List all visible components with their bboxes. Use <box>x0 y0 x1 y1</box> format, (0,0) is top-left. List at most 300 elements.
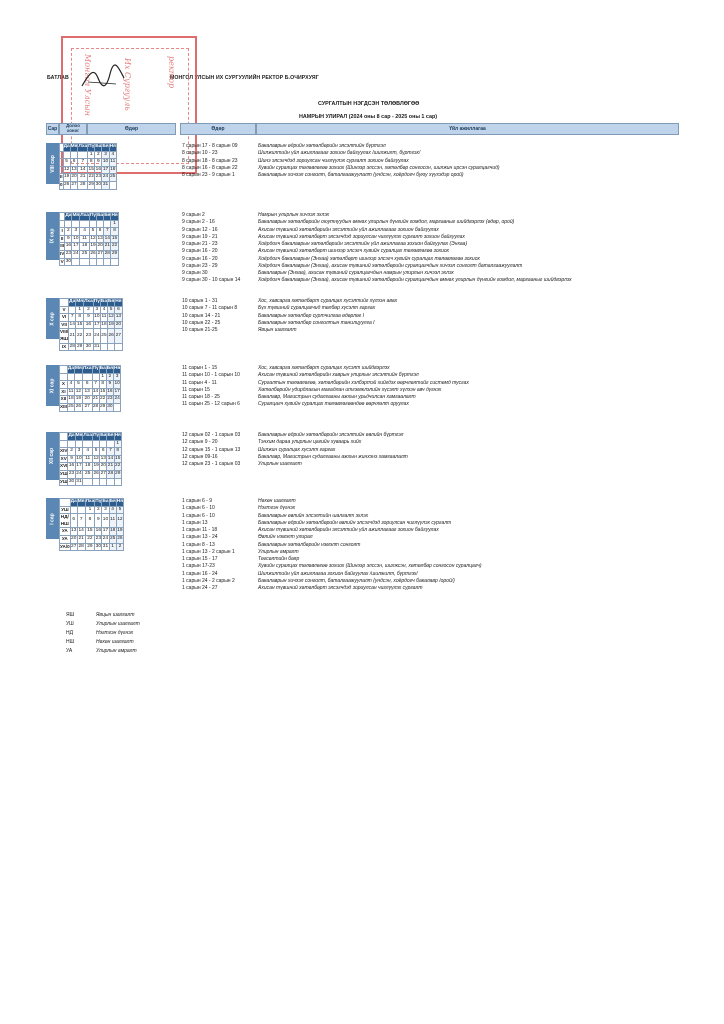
event-activity: Суралцагч хувийн суралцах төлөвлөгөөндөө өөрчлөлт оруулах <box>258 401 409 408</box>
event-date: 1 сарын 24 - 2 сарын 2 <box>182 577 235 584</box>
day-cell <box>100 440 107 448</box>
week-number: УА/0 <box>60 543 71 551</box>
day-cell: 6 <box>82 381 92 389</box>
month-label-text: VIII сар <box>49 154 56 173</box>
weekday-header: Мя <box>75 433 83 441</box>
day-cell <box>107 440 114 448</box>
day-cell: 23 <box>95 535 102 543</box>
event-activity: Хөтөлбөрийн удирдлагын магадлан итгэмжлэлийн хүсэлт хүлээн авч дүгнэх <box>258 386 442 393</box>
event-activity: Хос, хавсарга хөтөлбөрт суралцах хүсэлт шийдвэрлэх <box>258 365 390 371</box>
weekday-header: Мя <box>72 213 80 221</box>
week-row <box>60 181 117 189</box>
event-activity: Бакалаврын хөтөлбөр суртчилгаа өдөрлөг I <box>258 312 365 319</box>
event-date: 11 сарын 15 <box>182 386 210 393</box>
day-cell: 1 <box>109 543 116 551</box>
week-row <box>60 166 117 174</box>
month-calendar <box>59 298 123 351</box>
day-cell: 29 <box>99 403 106 411</box>
day-cell: 25 <box>83 470 93 478</box>
week-col-blank <box>60 433 68 441</box>
week-number <box>60 373 68 381</box>
event-activity: Тэнхим дараа улирлын цагийн хуваарь хийх <box>258 439 362 446</box>
event-activity: Шилжилтийн үйл ажиллагааг зохион байгуулах /шилжилт, бүртгэх/ <box>258 150 421 157</box>
week-number: 0 <box>60 181 64 189</box>
day-cell: 12 <box>108 314 115 322</box>
week-number: XVI <box>60 463 68 471</box>
week-number: VIII/ЯШ <box>60 329 69 343</box>
event-date: 12 сарын 02 - 1 сарын 03 <box>182 432 241 438</box>
day-cell: 2 <box>68 448 75 456</box>
week-row <box>60 403 121 411</box>
day-cell: 2 <box>116 543 123 551</box>
week-number: VI <box>60 314 69 322</box>
event-date: 8 сарын 10 - 23 <box>182 150 218 157</box>
day-cell: 31 <box>93 343 100 351</box>
weekday-header: Пү <box>93 433 100 441</box>
event-date: 1 сарын 6 - 10 <box>182 505 215 512</box>
event-activity: Бакалаврын (Энхаа), ахисан түвшний суралцагчдын намрын улирлын хичээл эхлэх <box>258 270 454 276</box>
day-cell: 6 <box>100 448 107 456</box>
day-cell: 13 <box>97 235 104 243</box>
day-cell: 15 <box>88 166 95 174</box>
day-cell: 26 <box>93 470 100 478</box>
day-cell: 4 <box>109 506 116 514</box>
day-cell: 8 <box>99 381 106 389</box>
week-row <box>60 243 119 251</box>
weekday-header: Ня <box>115 299 122 307</box>
day-cell: 16 <box>95 166 102 174</box>
day-cell: 9 <box>95 514 102 528</box>
day-cell: 26 <box>116 535 123 543</box>
day-cell <box>70 506 77 514</box>
day-cell: 9 <box>106 381 113 389</box>
event-activity: Хос, хавсарга хөтөлбөрт суралцах хүсэлтийг хүлээн авах <box>258 298 398 304</box>
day-cell: 7 <box>104 228 111 236</box>
week-number: III <box>60 243 65 251</box>
day-cell: 8 <box>88 159 95 167</box>
day-cell: 25 <box>100 329 107 343</box>
day-cell <box>77 506 85 514</box>
week-number: IX <box>60 343 69 351</box>
event-activity: Шилжин суралцах хүсэлт гаргах <box>258 446 336 453</box>
day-cell: 20 <box>70 174 78 182</box>
day-cell: 17 <box>75 463 83 471</box>
day-cell: 19 <box>89 243 96 251</box>
week-row <box>60 470 122 478</box>
day-cell: 31 <box>75 478 83 486</box>
month-calendar <box>59 432 122 486</box>
day-cell: 20 <box>82 396 92 404</box>
event-date: 11 сарын 4 - 11 <box>182 379 217 386</box>
event-date: 11 сарын 1 - 15 <box>182 365 218 371</box>
day-cell: 27 <box>100 470 107 478</box>
day-cell: 11 <box>83 455 93 463</box>
month-label <box>46 432 59 480</box>
month-calendar <box>59 143 117 190</box>
day-cell: 2 <box>65 228 72 236</box>
weekday-header: Мя <box>70 144 78 152</box>
event-activity: Ахисан түвшний хөтөлбөрт шинээр элсэгч хувийн суралцах төлөвлөгөө зохиох <box>258 248 450 255</box>
col-dates-header: Өдөр <box>180 123 256 135</box>
week-number: XIV <box>60 448 68 456</box>
day-cell: 5 <box>93 448 100 456</box>
event-date: 12 сарын 09-16 <box>182 453 218 460</box>
weekday-header: Лха <box>78 144 88 152</box>
event-activity: Намрын улирлын хичээл эхлэх <box>258 212 330 218</box>
stamp-text-mid: Их Сургууль <box>123 58 132 111</box>
event-activity: Ахисан түвшний хөтөлбөрийн элсэлтийн үйл ажиллагааг зохион байгуулах <box>258 527 439 533</box>
day-cell <box>104 220 111 228</box>
day-cell: 23 <box>65 250 72 258</box>
week-row <box>60 321 123 329</box>
day-cell <box>114 478 121 486</box>
day-cell: 27 <box>97 250 104 258</box>
week-row <box>60 314 123 322</box>
week-row <box>60 329 123 343</box>
day-cell: 19 <box>93 463 100 471</box>
weekday-header: Пү <box>93 299 100 307</box>
event-date: 1 сарын 11 - 18 <box>182 527 218 533</box>
day-cell: 21 <box>92 396 99 404</box>
week-number: VII <box>60 321 69 329</box>
legend-value: Явцын шалгалт <box>96 612 135 618</box>
day-cell: 29 <box>76 343 84 351</box>
day-cell: 15 <box>111 235 118 243</box>
week-col-blank <box>60 299 69 307</box>
day-cell: 24 <box>75 470 83 478</box>
day-cell: 28 <box>107 470 114 478</box>
week-number: УШ <box>60 478 68 486</box>
day-cell: 28 <box>92 403 99 411</box>
week-row <box>60 388 121 396</box>
day-cell: 11 <box>109 514 116 528</box>
day-cell: 18 <box>80 243 90 251</box>
week-number: УШ <box>60 470 68 478</box>
day-cell <box>75 373 83 381</box>
month-calendar <box>59 365 121 412</box>
day-cell: 15 <box>114 455 121 463</box>
weekday-header: Ба <box>100 433 107 441</box>
day-cell: 18 <box>109 528 116 536</box>
stamp-text-right: ректор <box>167 56 176 89</box>
day-cell: 11 <box>67 388 74 396</box>
day-cell: 7 <box>77 514 85 528</box>
col-week-header: Долоо хоног <box>59 123 87 135</box>
weekday-header: Бя <box>104 213 111 221</box>
day-cell: 7 <box>92 381 99 389</box>
day-cell: 19 <box>75 396 83 404</box>
month-calendar <box>59 498 124 551</box>
day-cell: 1 <box>85 506 95 514</box>
weekday-header: Бя <box>106 366 113 374</box>
day-cell: 22 <box>88 174 95 182</box>
day-cell: 6 <box>70 514 77 528</box>
legend-value: Нэгтгэн дүгнэх <box>96 630 134 636</box>
day-cell: 13 <box>100 455 107 463</box>
day-cell <box>97 258 104 266</box>
day-cell <box>89 220 96 228</box>
event-activity: Бүх түвшний суралцагчид төлбөр хүсэлт гаргах <box>258 305 376 312</box>
event-activity: Бакалаврын өвлийн элсэлтийн шалгалт эхлэх <box>258 512 369 519</box>
weekday-header: Да <box>70 499 77 507</box>
day-cell: 3 <box>72 228 80 236</box>
week-number: XV <box>60 455 68 463</box>
day-cell: 26 <box>63 181 70 189</box>
day-cell: 9 <box>95 159 102 167</box>
weekday-header: Да <box>67 366 74 374</box>
day-cell: 4 <box>83 448 93 456</box>
day-cell: 24 <box>102 535 109 543</box>
day-cell: 19 <box>108 321 115 329</box>
week-row <box>60 258 119 266</box>
week-row <box>60 514 124 528</box>
day-cell: 30 <box>95 543 102 551</box>
event-activity: Хоёрдогч бакалаврын (Энхаа), ахисан түвшний хөтөлбөрийн суралцагчдын хичээл сонголт баталгаажуулалт <box>258 262 523 269</box>
event-activity: Хоёрдогч бакалаврын (Энхаа) хөтөлбөрт шинээр элсэгч хувийн суралцах төлөвлөгөө зохиох <box>258 255 480 262</box>
event-activity: Ахисан түвшний хөтөлбөрт элсэгчдэд зориулсан чиглүүлэх сургалт зохион байгуулах <box>258 233 465 240</box>
week-row <box>60 543 124 551</box>
event-date: 10 сарын 22 - 25 <box>182 319 221 326</box>
day-cell: 9 <box>68 455 75 463</box>
day-cell: 10 <box>102 514 109 528</box>
weekday-header: Да <box>65 213 72 221</box>
weekday-header: Пү <box>88 144 95 152</box>
week-col-blank <box>60 499 71 507</box>
day-cell <box>114 403 121 411</box>
approved-label: БАТЛАВ <box>47 75 69 81</box>
month-label <box>46 298 59 339</box>
day-cell: 12 <box>75 388 83 396</box>
day-cell: 21 <box>78 174 88 182</box>
event-activity: Бакалаврын хичээл сонголт, баталгаажуулалт (үндсэн, хоёрдогч буюу хүүхэдэр орой) <box>258 172 464 178</box>
week-number: II <box>60 235 65 243</box>
day-cell: 24 <box>72 250 80 258</box>
event-activity: Хоёрдогч бакалаврын (Энхаа), ахисан түвшний хөтөлбөрийн суралцагчдын өмнөх улирлын дүнгийн гомдол, маргааныг шийдвэрлэх <box>258 277 572 284</box>
weekday-header: Пү <box>92 366 99 374</box>
day-cell <box>83 478 93 486</box>
weekday-header: Ба <box>95 144 102 152</box>
weekday-header: Ня <box>109 144 116 152</box>
day-cell: 7 <box>107 448 114 456</box>
day-cell: 21 <box>69 329 76 343</box>
day-cell: 29 <box>111 250 118 258</box>
event-date: 10 сарын 21-25 <box>182 327 218 333</box>
day-cell: 17 <box>102 528 109 536</box>
event-date: 1 сарын 15 - 17 <box>182 556 218 562</box>
week-row <box>60 440 122 448</box>
weekday-header: Ба <box>102 499 109 507</box>
day-cell: 26 <box>108 329 115 343</box>
day-cell: 25 <box>67 403 74 411</box>
week-number: XIII <box>60 403 68 411</box>
event-activity: Бакалавр, Магистрын судалгааны ажлын урьдчилсан хамгаалалт <box>258 394 416 400</box>
day-cell: 25 <box>109 174 116 182</box>
weekday-header: Лха <box>80 213 90 221</box>
legend-key: НШ <box>66 639 75 645</box>
day-cell: 11 <box>109 159 116 167</box>
day-cell: 10 <box>93 314 100 322</box>
week-number: УШ <box>60 506 71 514</box>
weekday-header: Ня <box>114 433 121 441</box>
day-cell: 3 <box>102 151 109 159</box>
day-cell: 24 <box>114 396 121 404</box>
day-cell: 29 <box>114 470 121 478</box>
week-number: XII <box>60 396 68 404</box>
day-cell <box>83 440 93 448</box>
week-row <box>60 535 124 543</box>
day-cell: 1 <box>76 306 84 314</box>
day-cell: 28 <box>69 343 76 351</box>
day-cell: 14 <box>78 166 88 174</box>
event-date: 1 сарын 24 - 27 <box>182 585 218 591</box>
day-cell: 22 <box>85 535 95 543</box>
day-cell: 8 <box>85 514 95 528</box>
week-row <box>60 463 122 471</box>
day-cell: 3 <box>102 506 109 514</box>
event-date: 9 сарын 12 - 16 <box>182 226 218 233</box>
day-cell: 17 <box>102 166 109 174</box>
day-cell: 17 <box>93 321 100 329</box>
day-cell: 13 <box>70 166 78 174</box>
event-activity: Бакалаврын өдрийн хөтөлбөрийн өвлийн элсэгчдэд зориулсан чиглүүлэх сургалт <box>258 519 452 526</box>
day-cell: 28 <box>78 181 88 189</box>
day-cell <box>82 373 92 381</box>
day-cell <box>111 258 118 266</box>
weekday-header: Да <box>69 299 76 307</box>
event-activity: Ахисан түвшний хөтөлбөрийн элсэлтийн үйл ажиллагааг зохион байгуулах <box>258 226 439 233</box>
weekday-header: Ня <box>116 499 123 507</box>
event-activity: Сургалтын төлөвлөгөө, хөтөлбөрийн хэлбэртэй хийгдэх өөрчлөлтийг системд тусгах <box>258 379 469 386</box>
month-calendar <box>59 212 119 266</box>
week-number: НД/НШ <box>60 514 71 528</box>
event-date: 12 сарын 9 - 20 <box>182 439 218 446</box>
legend-key: ЯШ <box>66 612 75 618</box>
day-cell: 20 <box>97 243 104 251</box>
stamp-text-left: Монгол Улсын <box>83 54 92 116</box>
day-cell: 31 <box>102 543 109 551</box>
day-cell: 22 <box>99 396 106 404</box>
week-row <box>60 373 121 381</box>
day-cell: 4 <box>100 306 107 314</box>
weekday-header: Пү <box>89 213 96 221</box>
event-activity: Хоёрдогч бакалаврын хөтөлбөрийн элсэлтийн үйл ажиллагаа зохион байгуулах (Энхаа) <box>258 241 468 247</box>
event-date: 10 сарын 7 - 11 сарын 8 <box>182 305 238 312</box>
weekday-header: Бя <box>102 144 109 152</box>
month-label <box>46 143 59 184</box>
day-cell: 12 <box>116 514 123 528</box>
week-row <box>60 151 117 159</box>
weekday-header: Лха <box>84 299 94 307</box>
day-cell: 21 <box>77 535 85 543</box>
day-cell: 27 <box>82 403 92 411</box>
day-cell: 12 <box>89 235 96 243</box>
day-cell <box>69 306 76 314</box>
day-cell: 30 <box>106 403 113 411</box>
day-cell <box>80 220 90 228</box>
day-cell: 17 <box>72 243 80 251</box>
weekday-header: Да <box>68 433 75 441</box>
day-cell: 22 <box>111 243 118 251</box>
event-activity: Бакалаврын хөтөлбөрийн оюутнуудын өмнөх улирлын дүнгийн гомдол, маргааныг шийдвэрлэх (өдөр, орой) <box>258 219 515 226</box>
week-row <box>60 159 117 167</box>
day-cell: 11 <box>100 314 107 322</box>
day-cell: 16 <box>65 243 72 251</box>
event-activity: Ахисан түвшний хөтөлбөрт элсэгчдэд зориулсан чиглүүлэх сургалт <box>258 585 423 591</box>
day-cell: 30 <box>95 181 102 189</box>
day-cell: 2 <box>106 373 113 381</box>
page-subtitle: НАМРЫН УЛИРАЛ (2024 оны 8 сар - 2025 оны 1 сар) <box>299 114 438 120</box>
event-date: 9 сарын 30 <box>182 270 208 276</box>
week-number: II <box>60 174 64 182</box>
day-cell: 20 <box>100 463 107 471</box>
day-cell <box>97 220 104 228</box>
weekday-header: Мя <box>77 499 85 507</box>
day-cell <box>93 478 100 486</box>
day-cell: 11 <box>80 235 90 243</box>
month-label-text: X сар <box>49 311 56 326</box>
weekday-header: Ба <box>99 366 106 374</box>
day-cell <box>67 373 74 381</box>
weekday-header: Мя <box>75 366 83 374</box>
day-cell: 12 <box>63 166 70 174</box>
day-cell: 3 <box>114 373 121 381</box>
day-cell: 13 <box>115 314 122 322</box>
day-cell: 27 <box>70 543 77 551</box>
day-cell: 17 <box>114 388 121 396</box>
day-cell: 14 <box>77 528 85 536</box>
day-cell <box>68 440 75 448</box>
event-date: 9 сарын 21 - 23 <box>182 241 218 247</box>
event-activity: Шилжилтийн үйл ажиллагаа зохион байгуулах /шилжилт, бүртгэх/ <box>258 570 418 577</box>
weekday-header: Бя <box>107 433 114 441</box>
event-activity: Хувийн суралцах төлөвлөгөө зохиох (Шинээр элссэн, шилжсэн, хөтөлбөр сонгосон суралцагч) <box>258 563 482 570</box>
day-cell: 30 <box>84 343 94 351</box>
col-activity-header: Үйл ажиллагаа <box>256 123 679 135</box>
event-date: 9 сарын 2 - 16 <box>182 219 215 226</box>
day-cell: 4 <box>67 381 74 389</box>
day-cell: 4 <box>109 151 116 159</box>
day-cell: 2 <box>95 506 102 514</box>
day-cell: 5 <box>108 306 115 314</box>
day-cell: 20 <box>115 321 122 329</box>
week-number: V <box>60 258 65 266</box>
event-date: 12 сарын 23 - 1 сарын 03 <box>182 461 241 467</box>
day-cell <box>70 151 78 159</box>
week-row <box>60 343 123 351</box>
event-date: 11 сарын 10 - 1 сарын 10 <box>182 372 240 379</box>
day-cell: 10 <box>72 235 80 243</box>
day-cell: 1 <box>88 151 95 159</box>
event-date: 1 сарын 13 - 2 сарын 1 <box>182 548 235 555</box>
event-date: 10 сарын 1 - 31 <box>182 298 218 304</box>
day-cell: 10 <box>114 381 121 389</box>
day-cell: 30 <box>68 478 75 486</box>
day-cell: 18 <box>109 166 116 174</box>
week-number: УА <box>60 535 71 543</box>
event-activity: Бакалаврын хичээл сонголт, баталгаажуулалт (үндсэн, хоёрдогч бакалавр /орой/) <box>258 577 455 584</box>
rector-line: МОНГОЛ УЛСЫН ИХ СУРГУУЛИЙН РЕКТОР Б.ОЧИРХУЯГ <box>170 75 319 81</box>
page-title: СУРГАЛТЫН НЭГДСЭН ТӨЛӨВЛӨГӨӨ <box>318 101 420 107</box>
day-cell: 27 <box>115 329 122 343</box>
legend-value: Улирлын амралт <box>96 648 137 654</box>
week-col-blank <box>60 366 68 374</box>
event-activity: Ахисан түвшний хөтөлбөрийн хаврын улирлын элсэлтийн бүртгэл <box>258 372 419 379</box>
day-cell: 7 <box>69 314 76 322</box>
day-cell: 8 <box>111 228 118 236</box>
month-label-text: IX сар <box>49 228 56 244</box>
weekday-header: Пү <box>95 499 102 507</box>
event-date: 1 сарын 13 - 24 <box>182 534 218 541</box>
